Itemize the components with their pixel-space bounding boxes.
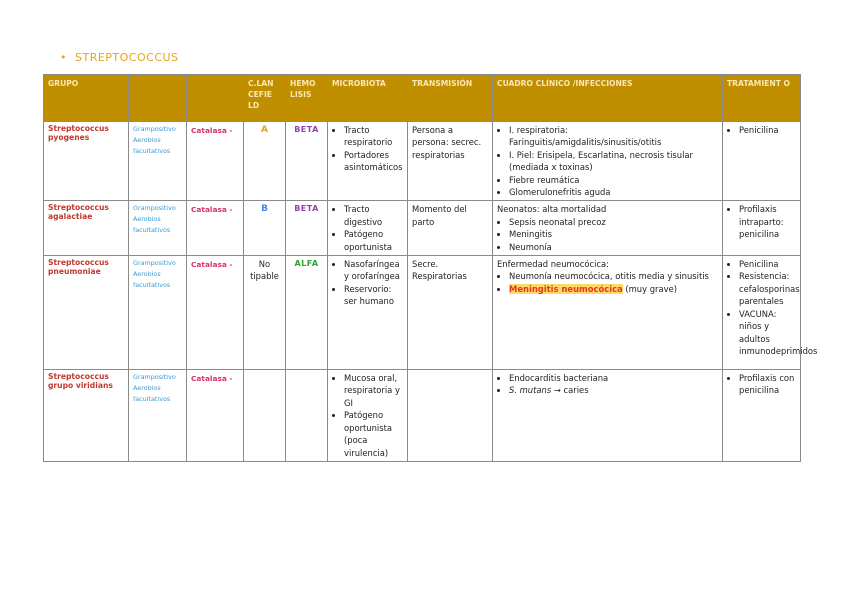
list-item: • Neumonía bbox=[509, 241, 718, 253]
gram-line: Aerobios bbox=[133, 384, 161, 393]
cuadro-intro: Neonatos: alta mortalidad bbox=[497, 204, 607, 215]
catalasa-label: Catalasa - bbox=[191, 260, 233, 270]
table-row bbox=[44, 256, 801, 370]
hemolisis-type: BETA bbox=[294, 204, 319, 214]
streptococcus-table bbox=[43, 74, 818, 462]
table-row bbox=[44, 122, 801, 201]
gram-line: Grampositivo bbox=[133, 373, 176, 382]
gram-line: facultativos bbox=[133, 147, 171, 155]
species-name: Streptococcus grupo viridians bbox=[48, 372, 113, 391]
cell-lancefield bbox=[244, 122, 286, 201]
list-item: • Nasofaríngea y orofaríngea bbox=[344, 258, 403, 283]
list-item: • Penicilina bbox=[739, 124, 796, 136]
cell-name bbox=[44, 370, 129, 462]
header-grupo: GRUPO bbox=[44, 75, 129, 122]
list-item: • Meningitis bbox=[509, 228, 718, 240]
table-row bbox=[44, 201, 801, 256]
cuadro-intro: Enfermedad neumocócica: bbox=[497, 259, 610, 270]
gram-line: facultativos bbox=[133, 281, 171, 290]
header-catalasa bbox=[187, 75, 244, 122]
cell-catalasa bbox=[187, 201, 244, 256]
cell-name bbox=[44, 201, 129, 256]
highlighted-text: Meningitis neumocócica bbox=[509, 283, 623, 294]
list-item bbox=[509, 384, 718, 396]
cell-microbiota bbox=[328, 256, 408, 370]
cell-cuadro bbox=[493, 370, 723, 462]
lancefield-group: B bbox=[261, 204, 268, 215]
cell-transmision bbox=[408, 256, 493, 370]
cell-tratamiento bbox=[723, 370, 801, 462]
cell-name bbox=[44, 256, 129, 370]
species-name: Streptococcus agalactiae bbox=[48, 203, 109, 222]
mutans-italic: S. mutans bbox=[509, 385, 552, 396]
list-item: • Patógeno oportunista (poca virulencia) bbox=[344, 409, 403, 459]
cell-gram bbox=[129, 201, 187, 256]
cell-transmision bbox=[408, 201, 493, 256]
cell-name bbox=[44, 122, 129, 201]
cell-cuadro bbox=[493, 256, 723, 370]
list-item: • Sepsis neonatal precoz bbox=[509, 216, 718, 228]
cell-cuadro bbox=[493, 201, 723, 256]
gram-line: Grampositivo bbox=[133, 125, 176, 133]
list-item: • Profilaxis intraparto: penicilina bbox=[739, 203, 796, 240]
cell-catalasa bbox=[187, 122, 244, 201]
list-item: • Fiebre reumática bbox=[509, 174, 718, 186]
list-item: • Reservorio: ser humano bbox=[344, 283, 403, 308]
header-cuadro: CUADRO CLÍNICO /INFECCIONES bbox=[493, 75, 723, 122]
list-item: • Patógeno oportunista bbox=[344, 228, 403, 253]
header-gram bbox=[129, 75, 187, 122]
cell-hemolisis bbox=[286, 201, 328, 256]
cell-transmision bbox=[408, 370, 493, 462]
cell-lancefield bbox=[244, 201, 286, 256]
species-name: Streptococcus pyogenes bbox=[48, 124, 109, 142]
transmision-text: Secre. Respiratorias bbox=[412, 259, 467, 282]
cell-lancefield bbox=[244, 370, 286, 462]
list-item: • Glomerulonefritis aguda bbox=[509, 186, 718, 198]
list-item: • Mucosa oral, respiratoria y GI bbox=[344, 372, 403, 409]
cell-gram bbox=[129, 256, 187, 370]
header-microbiota: MICROBIOTA bbox=[328, 75, 408, 122]
header-tratamiento: TRATAMIENT O bbox=[723, 75, 801, 122]
list-item: • Neumonía neumocócica, otitis media y sinusitis bbox=[509, 270, 718, 282]
list-item: • Tracto digestivo bbox=[344, 203, 403, 228]
header-lancefield: C.LAN CEFIE LD bbox=[244, 75, 286, 122]
gram-line: Aerobios bbox=[133, 215, 161, 224]
highlight-suffix: (muy grave) bbox=[622, 283, 678, 294]
heading-bullet: • bbox=[60, 51, 67, 64]
cell-tratamiento bbox=[723, 201, 801, 256]
gram-line: Grampositivo bbox=[133, 204, 176, 213]
lancefield-group: No tipable bbox=[250, 259, 279, 282]
catalasa-label: Catalasa - bbox=[191, 126, 233, 135]
cell-microbiota bbox=[328, 122, 408, 201]
section-heading bbox=[60, 51, 179, 64]
list-item: • I. respiratoria: Faringuitis/amigdalitis/sinusitis/otitis bbox=[509, 124, 718, 149]
cell-transmision bbox=[408, 122, 493, 201]
cell-lancefield bbox=[244, 256, 286, 370]
cell-tratamiento bbox=[723, 256, 818, 370]
table-row bbox=[44, 370, 801, 462]
list-item: • Portadores asintomáticos bbox=[344, 149, 403, 174]
lancefield-group: A bbox=[261, 125, 268, 135]
gram-line: facultativos bbox=[133, 226, 171, 235]
list-item bbox=[509, 283, 718, 295]
cell-microbiota bbox=[328, 370, 408, 462]
header-transmision: TRANSMISIÓN bbox=[408, 75, 493, 122]
hemolisis-type: ALFA bbox=[294, 259, 319, 269]
list-item: • Profilaxis con penicilina bbox=[739, 372, 796, 397]
gram-line: Aerobios bbox=[133, 136, 161, 144]
header-hemolisis: HEMO LISIS bbox=[286, 75, 328, 122]
list-item: • Tracto respiratorio bbox=[344, 124, 403, 149]
header-row bbox=[44, 75, 801, 122]
cell-cuadro bbox=[493, 122, 723, 201]
cell-hemolisis bbox=[286, 122, 328, 201]
heading-title: STREPTOCOCCUS bbox=[75, 51, 179, 64]
list-item: • Penicilina bbox=[739, 258, 796, 270]
mutans-rest: → caries bbox=[551, 385, 589, 396]
catalasa-label: Catalasa - bbox=[191, 205, 233, 215]
cell-hemolisis bbox=[286, 370, 328, 462]
hemolisis-type: BETA bbox=[294, 125, 319, 134]
transmision-text: Momento del parto bbox=[412, 204, 467, 227]
transmision-text: Persona a persona: secrec. respiratorias bbox=[412, 125, 482, 160]
cell-catalasa bbox=[187, 370, 244, 462]
gram-line: facultativos bbox=[133, 395, 171, 404]
list-item: • I. Piel: Erisipela, Escarlatina, necrosis tisular (mediada x toxinas) bbox=[509, 149, 718, 174]
cell-gram bbox=[129, 122, 187, 201]
species-name: Streptococcus pneumoniae bbox=[48, 258, 109, 277]
list-item: • Resistencia: cefalosporinas parentales bbox=[739, 270, 796, 307]
gram-line: Grampositivo bbox=[133, 259, 176, 268]
cell-catalasa bbox=[187, 256, 244, 370]
gram-line: Aerobios bbox=[133, 270, 161, 279]
cell-gram bbox=[129, 370, 187, 462]
cell-microbiota bbox=[328, 201, 408, 256]
cell-hemolisis bbox=[286, 256, 328, 370]
list-item: • VACUNA: niños y adultos inmunodeprimidos bbox=[739, 308, 796, 358]
catalasa-label: Catalasa - bbox=[191, 374, 233, 384]
list-item: • Endocarditis bacteriana bbox=[509, 372, 718, 384]
cell-tratamiento bbox=[723, 122, 801, 201]
